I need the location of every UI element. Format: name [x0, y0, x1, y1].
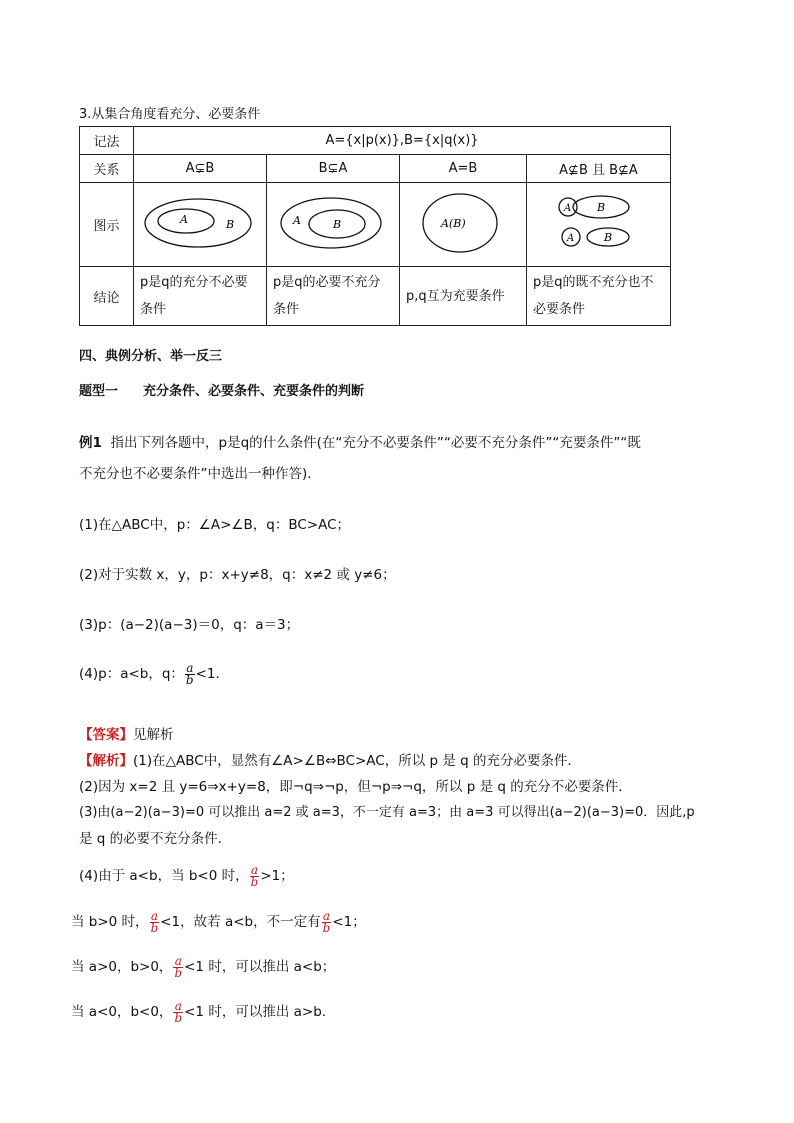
question-type-label: 题型一	[79, 384, 119, 399]
example-item-3: (3)p：(a−2)(a−3)＝0，q：a＝3；	[79, 617, 300, 633]
analysis-line-2: (2)因为 x=2 且 y=6⇒x+y=8，即¬q⇒¬p，但¬p⇒¬q，所以 p 是 q 的充分不必要条件．	[79, 779, 632, 795]
table-row-notation	[80, 127, 671, 155]
analysis-line-4b: 当 b>0 时， $\frac{a}{b}$ <1，故若 a<b，不一定有 $\frac{a}{b}$ <1；	[71, 908, 366, 935]
set-a-label: A	[180, 212, 188, 226]
answer-line	[79, 723, 174, 743]
example-item-4	[79, 662, 220, 686]
row-label: 关系	[80, 155, 134, 183]
set-b-label: B	[596, 200, 605, 214]
fraction-a-over-b: $\frac{a}{b}$	[174, 998, 183, 1025]
example-item-1: (1)在△ABC中，p：∠A>∠B，q：BC>AC；	[79, 517, 351, 533]
fraction-a-over-b: $\frac{a}{b}$	[185, 660, 194, 687]
row-label: 图示	[80, 183, 134, 267]
conclusion-cell: p,q互为充要条件	[400, 267, 527, 326]
venn-diagram-a-equals-b	[400, 183, 527, 267]
set-b-label: B	[333, 217, 342, 231]
set-a-label: A	[293, 213, 301, 227]
relation-cell: B⊊A	[267, 155, 400, 183]
table-row-diagram	[80, 183, 671, 267]
fraction-a-over-b: $\frac{a}{b}$	[322, 908, 331, 935]
example-line-1: 指出下列各题中，p是q的什么条件(在“充分不必要条件”“必要不充分条件”“充要条件”“既	[110, 435, 641, 451]
set-ab-label: A(B)	[441, 216, 466, 230]
item-4-tail: <1.	[195, 666, 220, 682]
example-line-2: 不充分也不必要条件”中选出一种作答)．	[79, 466, 321, 482]
conclusion-cell: p是q的既不充分也不必要条件	[527, 267, 671, 326]
analysis-line-4d: 当 a<0，b<0， $\frac{a}{b}$ <1 时，可以推出 a>b.	[71, 998, 327, 1025]
example-label: 例1	[79, 435, 102, 451]
fraction-a-over-b: $\frac{a}{b}$	[174, 953, 183, 980]
conclusion-cell: p是q的充分不必要条件	[134, 267, 267, 326]
set-b-label: B	[226, 217, 235, 231]
venn-diagram-b-subset-a	[267, 183, 400, 267]
analysis-line-1: 【解析】(1)在△ABC中，显然有∠A>∠B⇔BC>AC，所以 p 是 q 的充分必要条件．	[79, 753, 582, 769]
row-label: 结论	[80, 267, 134, 326]
venn-diagram-a-subset-b	[134, 183, 267, 267]
analysis-line-3b: 是 q 的必要不充分条件．	[79, 831, 232, 847]
set-b-label: B	[603, 230, 612, 244]
example-prompt	[79, 431, 641, 451]
section-heading: 四、典例分析、举一反三	[79, 349, 223, 364]
fraction-a-over-b: $\frac{a}{b}$	[150, 908, 159, 935]
notation-cell: A={x|p(x)},B={x|q(x)}	[134, 127, 671, 155]
item-4-text: (4)p：a<b，q：	[79, 666, 184, 682]
set-a-label: A	[566, 232, 574, 244]
analysis-line-4c: 当 a>0，b>0， $\frac{a}{b}$ <1 时，可以推出 a<b；	[71, 953, 336, 980]
set-a-label: A	[563, 202, 571, 214]
analysis-line-4a: (4)由于 a<b，当 b<0 时， $\frac{a}{b}$ >1；	[79, 862, 294, 889]
relation-cell: A=B	[400, 155, 527, 183]
table-row-conclusion	[80, 267, 671, 326]
answer-tag: 【答案】	[79, 727, 133, 743]
conclusion-cell: p是q的必要不充分条件	[267, 267, 400, 326]
section-title: 3.从集合角度看充分、必要条件	[79, 107, 261, 122]
question-type-title: 充分条件、必要条件、充要条件的判断	[143, 384, 365, 399]
fraction-a-over-b: $\frac{a}{b}$	[250, 862, 259, 889]
venn-diagram-no-inclusion	[527, 183, 671, 267]
table-row-relation	[80, 155, 671, 183]
answer-text: 见解析	[133, 727, 174, 743]
analysis-tag: 【解析】	[79, 753, 133, 769]
row-label: 记法	[80, 127, 134, 155]
relation-cell: A⊈B 且 B⊈A	[527, 155, 671, 183]
conditions-table	[79, 126, 671, 326]
analysis-line-3a: (3)由(a−2)(a−3)=0 可以推出 a=2 或 a=3，不一定有 a=3；由 a=3 可以得出(a−2)(a−3)=0．因此,p	[79, 805, 695, 820]
example-item-2: (2)对于实数 x，y，p：x+y≠8，q：x≠2 或 y≠6；	[79, 567, 396, 583]
relation-cell: A⊊B	[134, 155, 267, 183]
